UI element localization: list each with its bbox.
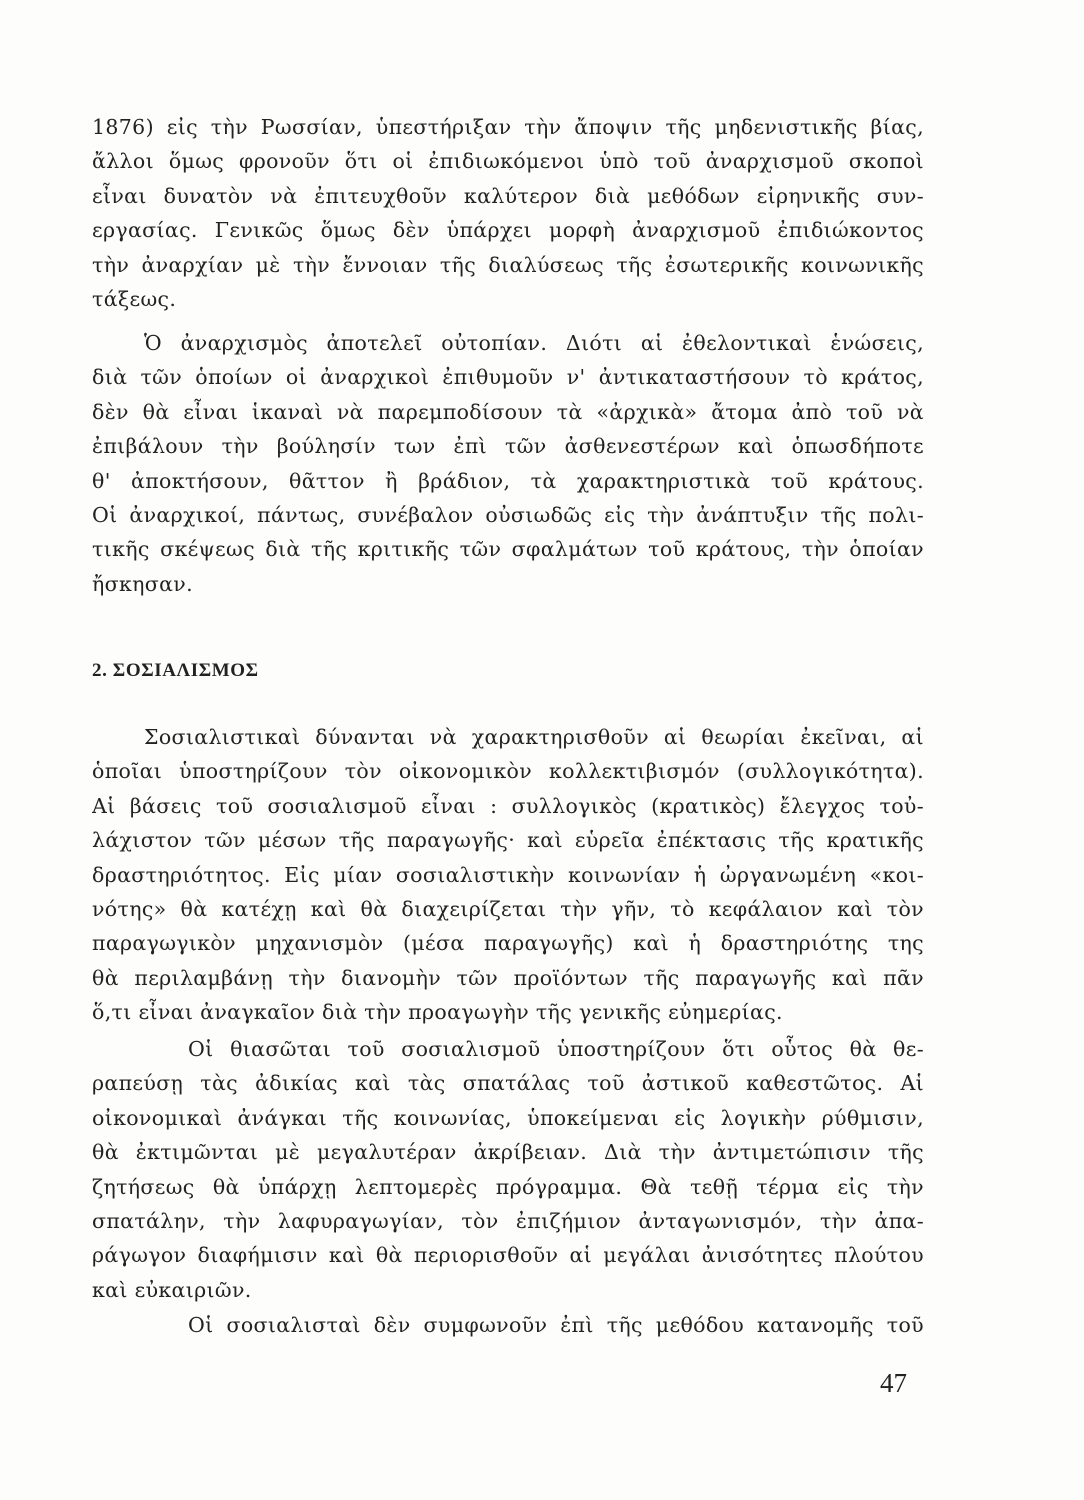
text-line: ὁποῖαι ὑποστηρίζουν τὸν οἰκονομικὸν κολλεκτιβισμόν (συλλογικότητα). xyxy=(92,759,924,784)
text-line: λάχιστον τῶν μέσων τῆς παραγωγῆς· καὶ εὑρεῖα ἐπέκτασις τῆς κρατικῆς xyxy=(92,828,924,853)
text-line: εἶναι δυνατὸν νὰ ἐπιτευχθοῦν καλύτερον διὰ μεθόδων εἰρηνικῆς συν- xyxy=(92,183,924,208)
text-line: Ὁ ἀναρχισμὸς ἀποτελεῖ οὐτοπίαν. Διότι αἱ ἐθελοντικαὶ ἑνώσεις, xyxy=(144,331,924,355)
text-line: ἐπιβάλουν τὴν βούλησίν των ἐπὶ τῶν ἀσθενεστέρων καὶ ὁπωσδήποτε xyxy=(92,434,924,459)
text-line: θὰ ἐκτιμῶνται μὲ μεγαλυτέραν ἀκρίβειαν. Διὰ τὴν ἀντιμετώπισιν τῆς xyxy=(92,1140,924,1165)
text-line: ἤσκησαν. xyxy=(92,571,193,596)
text-line: ζητήσεως θὰ ὑπάρχῃ λεπτομερὲς πρόγραμμα. Θὰ τεθῇ τέρμα εἰς τὴν xyxy=(92,1174,924,1199)
text-line: τάξεως. xyxy=(92,286,177,311)
text-line: ἄλλοι ὅμως φρονοῦν ὅτι οἱ ἐπιδιωκόμενοι ὑπὸ τοῦ ἀναρχισμοῦ σκοποὶ xyxy=(92,149,924,174)
text-line: ράγωγον διαφήμισιν καὶ θὰ περιορισθοῦν αἱ μεγάλαι ἀνισότητες πλούτου xyxy=(92,1243,924,1268)
section-heading: 2. ΣΟΣΙΑΛΙΣΜΟΣ xyxy=(92,660,259,681)
text-line: νότης» θὰ κατέχῃ καὶ θὰ διαχειρίζεται τὴν γῆν, τὸ κεφάλαιον καὶ τὸν xyxy=(92,896,924,921)
text-line: παραγωγικὸν μηχανισμὸν (μέσα παραγωγῆς) καὶ ἡ δραστηριότης της xyxy=(92,931,924,956)
text-line: καὶ εὐκαιριῶν. xyxy=(92,1277,252,1302)
text-line: ραπεύσῃ τὰς ἀδικίας καὶ τὰς σπατάλας τοῦ ἀστικοῦ καθεστῶτος. Αἱ xyxy=(92,1071,924,1096)
text-line: ὅ,τι εἶναι ἀναγκαῖον διὰ τὴν προαγωγὴν τῆς γενικῆς εὐημερίας. xyxy=(92,1000,783,1025)
text-line: σπατάλην, τὴν λαφυραγωγίαν, τὸν ἐπιζήμιον ἀνταγωνισμόν, τὴν ἀπα- xyxy=(92,1208,924,1233)
text-line: θὰ περιλαμβάνῃ τὴν διανομὴν τῶν προϊόντων τῆς παραγωγῆς καὶ πᾶν xyxy=(92,965,924,990)
text-line: οἰκονομικαὶ ἀνάγκαι τῆς κοινωνίας, ὑποκείμεναι εἰς λογικὴν ρύθμισιν, xyxy=(92,1105,924,1130)
text-line: τικῆς σκέψεως διὰ τῆς κριτικῆς τῶν σφαλμάτων τοῦ κράτους, τὴν ὁποίαν xyxy=(92,537,924,562)
text-line: τὴν ἀναρχίαν μὲ τὴν ἔννοιαν τῆς διαλύσεως τῆς ἐσωτερικῆς κοινωνικῆς xyxy=(92,252,924,277)
text-line: εργασίας. Γενικῶς ὅμως δὲν ὑπάρχει μορφὴ ἀναρχισμοῦ ἐπιδιώκοντος xyxy=(92,218,924,243)
paragraph-anarchism-continued xyxy=(92,110,924,316)
text-line: Αἱ βάσεις τοῦ σοσιαλισμοῦ εἶναι : συλλογικὸς (κρατικὸς) ἔλεγχος τοὐ- xyxy=(92,793,924,818)
paragraph-socialism-supporters xyxy=(92,1032,924,1307)
text-line: δὲν θὰ εἶναι ἱκαναὶ νὰ παρεμποδίσουν τὰ «ἀρχικὰ» ἄτομα ἀπὸ τοῦ νὰ xyxy=(92,399,924,424)
page-number: 47 xyxy=(880,1368,907,1398)
paragraph-socialism-definition xyxy=(92,720,924,1030)
text-line: Σοσιαλιστικαὶ δύνανται νὰ χαρακτηρισθοῦν αἱ θεωρίαι ἐκεῖναι, αἱ xyxy=(144,725,924,749)
text-line: Οἱ ἀναρχικοί, πάντως, συνέβαλον οὐσιωδῶς εἰς τὴν ἀνάπτυξιν τῆς πολι- xyxy=(92,502,924,527)
text-line: Οἱ σοσιαλισταὶ δὲν συμφωνοῦν ἐπὶ τῆς μεθόδου κατανομῆς τοῦ xyxy=(188,1313,924,1337)
text-line: διὰ τῶν ὁποίων οἱ ἀναρχικοὶ ἐπιθυμοῦν ν' ἀντικαταστήσουν τὸ κράτος, xyxy=(92,365,924,390)
paragraph-socialism-disagreement xyxy=(92,1308,924,1342)
text-line: θ' ἀποκτήσουν, θᾶττον ἢ βράδιον, τὰ χαρακτηριστικὰ τοῦ κράτους. xyxy=(92,468,924,493)
text-line: Οἱ θιασῶται τοῦ σοσιαλισμοῦ ὑποστηρίζουν ὅτι οὗτος θὰ θε- xyxy=(188,1037,924,1061)
text-line: δραστηριότητος. Εἰς μίαν σοσιαλιστικὴν κοινωνίαν ἡ ὠργανωμένη «κοι- xyxy=(92,862,924,887)
text-line: 1876) εἰς τὴν Ρωσσίαν, ὑπεστήριξαν τὴν ἄποψιν τῆς μηδενιστικῆς βίας, xyxy=(92,115,924,139)
paragraph-anarchism-utopia xyxy=(92,326,924,601)
